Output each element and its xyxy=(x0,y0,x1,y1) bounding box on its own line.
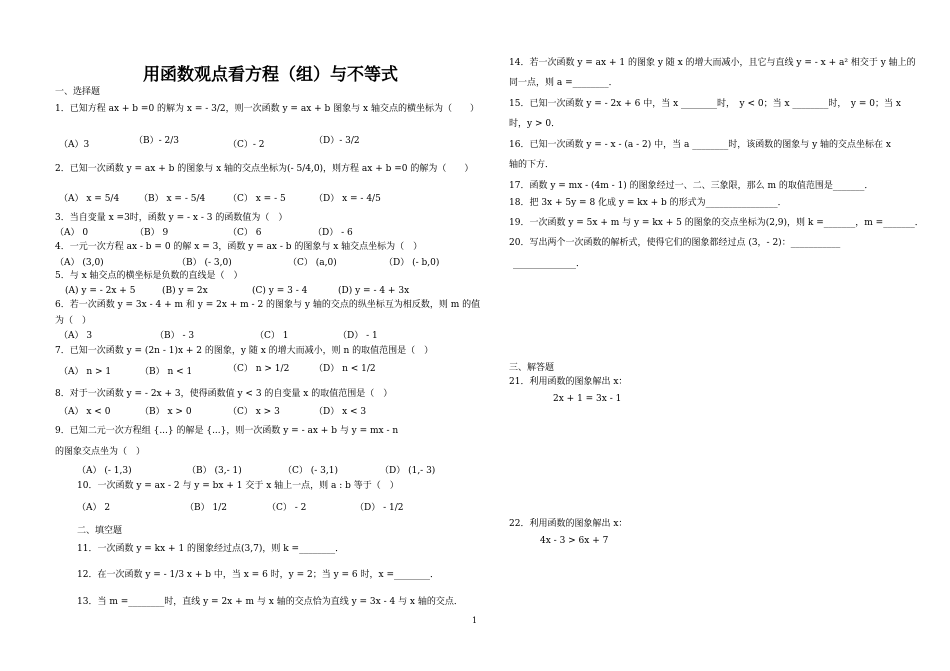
q6-option-b: （B） - 3 xyxy=(155,331,195,341)
q4-option-a: （A） (3,0) xyxy=(55,258,104,268)
q6-option-c: （C） 1 xyxy=(255,331,289,341)
q9-option-c: （C） (- 3,1) xyxy=(283,466,338,476)
question-17: 17．函数 y = mx - (4m - 1) 的图象经过一、二、三象限，那么 m 的取值范围是_______． xyxy=(509,181,874,191)
question-14-cont: 同一点，则 a =________． xyxy=(509,78,618,88)
q1-option-b: （B）- 2/3 xyxy=(134,136,180,146)
question-6-cont: 为（ ） xyxy=(55,316,92,326)
q2-option-d: （D） x = - 4/5 xyxy=(314,194,381,204)
question-19: 19．一次函数 y = 5x + m 与 y = kx + 5 的图象的交点坐标为(2,9)，则 k =_______，m =_______． xyxy=(509,218,924,228)
question-16: 16．已知一次函数 y = - x - (a - 2) 中，当 a ________时，该函数的图象与 y 轴的交点坐标在 x xyxy=(509,140,891,150)
q8-option-d: （D） x < 3 xyxy=(314,407,367,417)
q3-option-a: （A） 0 xyxy=(55,228,89,238)
question-13: 13．当 m =________时，直线 y = 2x + m 与 x 轴的交点恰为直线 y = 3x - 4 与 x 轴的交点． xyxy=(77,597,463,607)
question-12: 12．在一次函数 y = - 1/3 x + b 中，当 x = 6 时，y = 2；当 y = 6 时，x =________． xyxy=(77,570,440,580)
question-9: 9．已知二元一次方程组 {...} 的解是 {...}，则一次函数 y = - ax + b 与 y = mx - n xyxy=(55,426,399,436)
question-7: 7．已知一次函数 y = (2n - 1)x + 2 的图象，y 随 x 的增大而减小，则 n 的取值范围是（ ） xyxy=(55,346,434,356)
question-9-cont: 的图象交点坐为（ ） xyxy=(55,447,146,457)
q5-option-b: (B) y = 2x xyxy=(162,286,208,296)
q9-option-d: （D） (1,- 3) xyxy=(380,466,436,476)
q7-option-a: （A） n > 1 xyxy=(59,367,112,377)
question-16-cont: 轴的下方． xyxy=(509,160,555,170)
q3-option-b: （B） 9 xyxy=(135,228,169,238)
q5-option-a: (A) y = - 2x + 5 xyxy=(65,286,136,296)
q10-option-a: （A） 2 xyxy=(77,503,111,513)
question-3: 3．当自变量 x =3时，函数 y = - x - 3 的函数值为（ ） xyxy=(55,213,288,223)
question-18: 18．把 3x + 5y = 8 化成 y = kx + b 的形式为________________． xyxy=(509,198,787,208)
q8-option-a: （A） x < 0 xyxy=(59,407,111,417)
q10-option-d: （D） - 1/2 xyxy=(355,503,404,513)
q8-option-b: （B） x > 0 xyxy=(140,407,192,417)
question-8: 8．对于一次函数 y = - 2x + 3，使得函数值 y < 3 的自变量 x 的取值范围是（ ） xyxy=(55,389,393,399)
q1-option-c: （C）- 2 xyxy=(228,140,265,150)
q1-option-a: （A）3 xyxy=(59,140,90,150)
q6-option-d: （D） - 1 xyxy=(338,331,378,341)
q4-option-b: （B） (- 3,0) xyxy=(177,258,232,268)
page-number: 1 xyxy=(472,616,478,625)
question-21: 21．利用函数的图象解出 x： xyxy=(509,377,628,387)
question-14: 14．若一次函数 y = ax + 1 的图象 y 随 x 的增大而减小，且它与直线 y = - x + a² 相交于 y 轴上的 xyxy=(509,58,916,68)
q3-option-d: （D） - 6 xyxy=(313,228,353,238)
q9-option-a: （A） (- 1,3) xyxy=(77,466,132,476)
question-11: 11．一次函数 y = kx + 1 的图象经过点(3,7)，则 k =________． xyxy=(77,544,345,554)
q4-option-d: （D） (- b,0) xyxy=(384,258,440,268)
q7-option-d: （D） n < 1/2 xyxy=(314,364,376,374)
section-answer: 三、解答题 xyxy=(509,363,555,373)
question-10: 10．一次函数 y = ax - 2 与 y = bx + 1 交于 x 轴上一点，则 a : b 等于（ ） xyxy=(77,481,399,491)
q2-option-b: （B） x = - 5/4 xyxy=(139,194,206,204)
section-choice: 一、选择题 xyxy=(55,87,101,97)
q1-option-d: （D）- 3/2 xyxy=(314,136,360,146)
q4-option-c: （C） (a,0) xyxy=(288,258,337,268)
page-title: 用函数观点看方程（组）与不等式 xyxy=(143,65,398,85)
question-2: 2．已知一次函数 y = ax + b 的图象与 x 轴的交点坐标为(- 5/4,0)，则方程 ax + b =0 的解为（ ） xyxy=(55,164,474,174)
q7-option-c: （C） n > 1/2 xyxy=(228,364,290,374)
question-1: 1．已知方程 ax + b =0 的解为 x = - 3/2，则一次函数 y = ax + b 图象与 x 轴交点的横坐标为（ ） xyxy=(55,104,479,114)
question-21-equation: 2x + 1 = 3x - 1 xyxy=(553,394,622,404)
q2-option-c: （C） x = - 5 xyxy=(228,194,286,204)
question-22-inequality: 4x - 3 > 6x + 7 xyxy=(540,536,609,546)
question-20: 20．写出两个一次函数的解析式，使得它们的图象都经过点 (3，- 2)：___________ xyxy=(509,238,841,248)
q9-option-b: （B） (3,- 1) xyxy=(187,466,242,476)
q7-option-b: （B） n < 1 xyxy=(140,367,193,377)
question-15-cont: 时，y > 0． xyxy=(509,119,561,129)
question-20-cont: ______________． xyxy=(513,259,586,269)
q10-option-c: （C） - 2 xyxy=(267,503,307,513)
question-4: 4．一元一次方程 ax - b = 0 的解 x = 3，函数 y = ax - b 的图象与 x 轴交点坐标为（ ） xyxy=(55,242,423,252)
question-5: 5．与 x 轴交点的横坐标是负数的直线是（ ） xyxy=(55,271,243,281)
q2-option-a: （A） x = 5/4 xyxy=(59,194,120,204)
q5-option-c: (C) y = 3 - 4 xyxy=(252,286,308,296)
q5-option-d: (D) y = - 4 + 3x xyxy=(338,286,410,296)
question-22: 22．利用函数的图象解出 x： xyxy=(509,519,628,529)
q3-option-c: （C） 6 xyxy=(228,228,262,238)
q8-option-c: （C） x > 3 xyxy=(228,407,280,417)
question-6: 6．若一次函数 y = 3x - 4 + m 和 y = 2x + m - 2 的图象与 y 轴的交点的纵坐标互为相反数，则 m 的值 xyxy=(55,300,481,310)
q6-option-a: （A） 3 xyxy=(59,331,93,341)
question-15: 15．已知一次函数 y = - 2x + 6 中，当 x ________时， y < 0；当 x ________时， y = 0；当 x xyxy=(509,99,901,109)
q10-option-b: （B） 1/2 xyxy=(185,503,227,513)
section-fill: 二、填空题 xyxy=(77,526,123,536)
